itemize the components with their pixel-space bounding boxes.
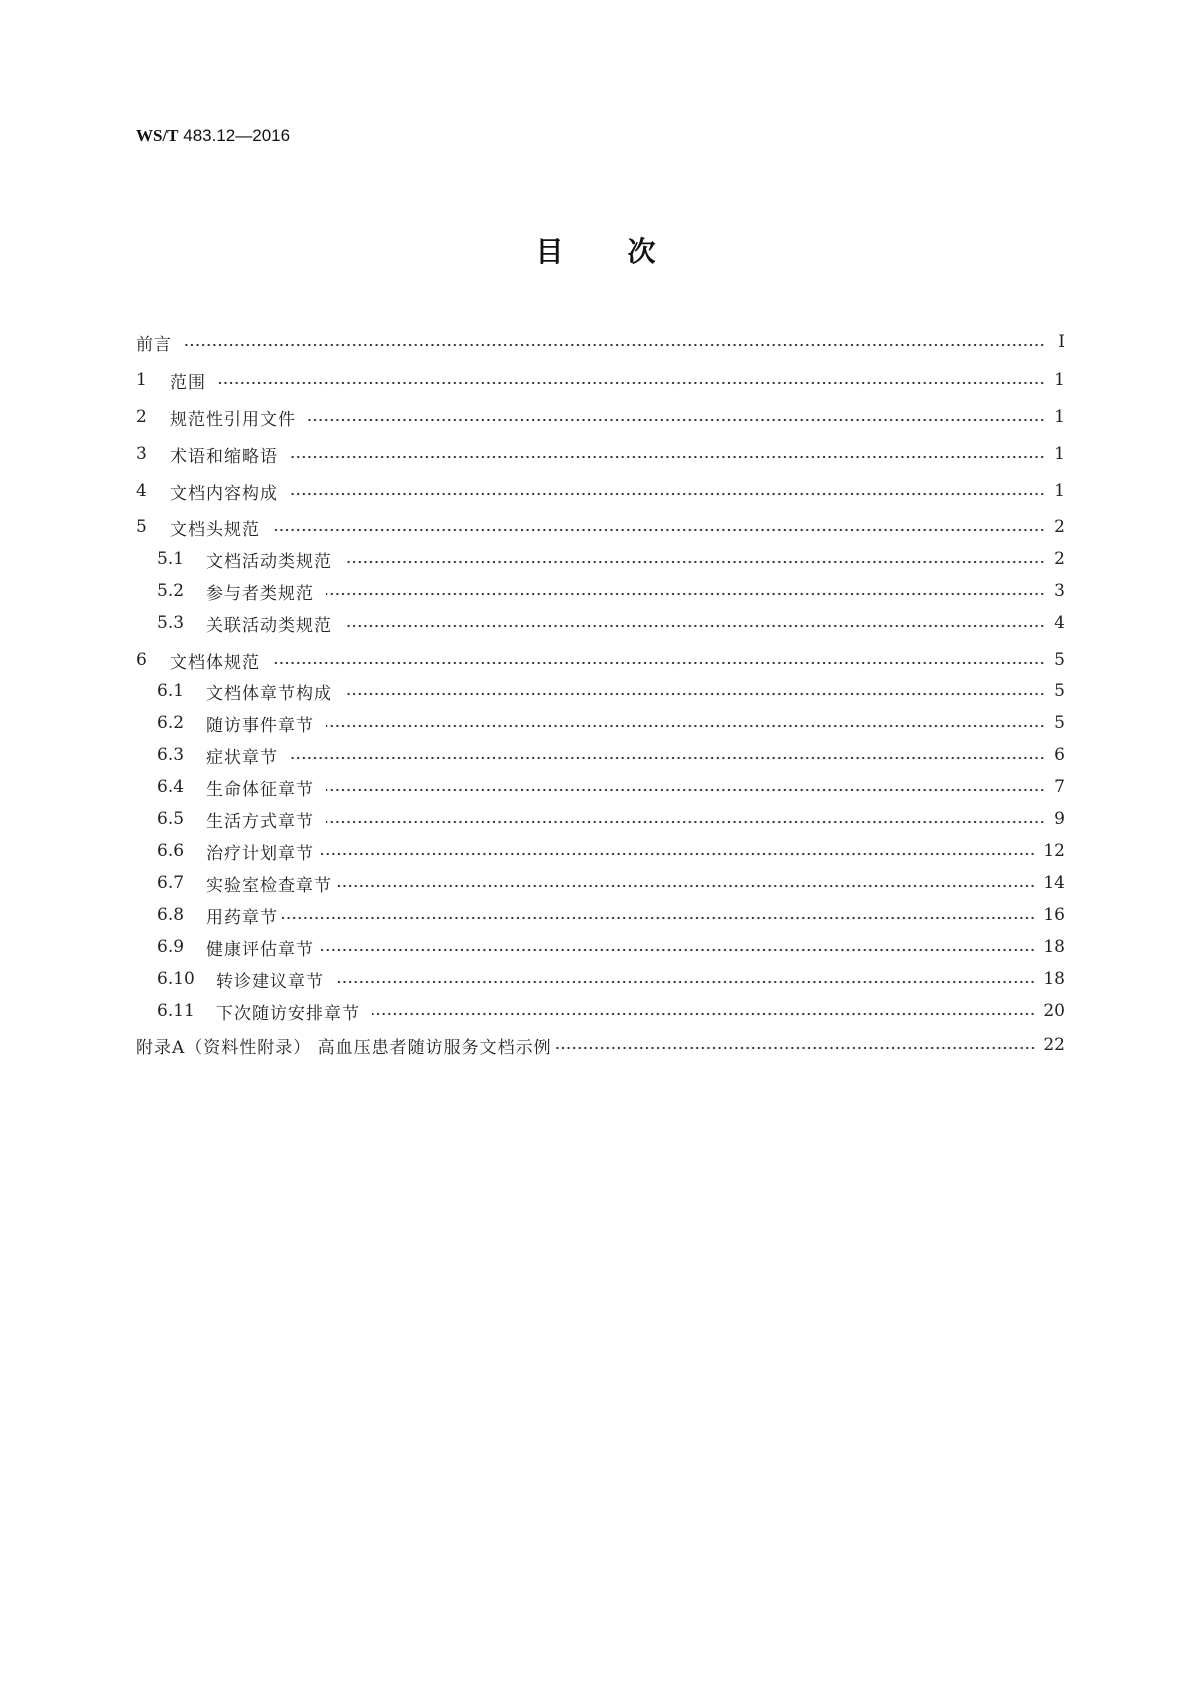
toc-entry[interactable]	[157, 547, 1065, 571]
toc-entry-page: 7	[1054, 777, 1065, 797]
toc-entry-page: 2	[1054, 549, 1065, 569]
toc-entry-number: 6.6	[157, 841, 185, 861]
dot-leader	[290, 455, 1045, 459]
toc-entry-page: 20	[1043, 1001, 1065, 1021]
toc-entry-number: 2	[136, 407, 147, 427]
toc-entry[interactable]	[157, 935, 1065, 959]
toc-entry-label: 范围	[170, 372, 206, 393]
dot-leader	[318, 948, 1035, 952]
toc-entry-label: 关联活动类规范	[206, 615, 332, 636]
toc-entry-number: 5.2	[157, 581, 185, 601]
toc-entry-page: 5	[1054, 650, 1065, 670]
toc-entry-number: 6.3	[157, 745, 185, 765]
toc-entry[interactable]	[136, 368, 1065, 392]
toc-entry[interactable]	[136, 330, 1065, 354]
toc-entry[interactable]	[136, 515, 1065, 539]
toc-entry-label: 生活方式章节	[206, 811, 314, 832]
toc-entry-page: 12	[1043, 841, 1065, 861]
toc-entry-label: 生命体征章节	[206, 779, 314, 800]
toc-entry-label: 文档头规范	[170, 519, 260, 540]
toc-entry-label: 参与者类规范	[206, 583, 314, 604]
toc-entry-number: 5	[136, 517, 147, 537]
dot-leader	[272, 528, 1045, 532]
toc-entry[interactable]	[157, 711, 1065, 735]
toc-entry-page: Ⅰ	[1058, 332, 1065, 352]
dot-leader	[336, 884, 1035, 888]
dot-leader	[326, 788, 1045, 792]
toc-entry-page: 3	[1054, 581, 1065, 601]
toc-entry[interactable]	[157, 839, 1065, 863]
dot-leader	[308, 418, 1045, 422]
dot-leader	[344, 560, 1045, 564]
toc-entry-number: 6.1	[157, 681, 185, 701]
toc-entry-label: 文档体规范	[170, 652, 260, 673]
toc-entry[interactable]	[136, 1033, 1065, 1057]
toc-entry[interactable]	[157, 807, 1065, 831]
toc-entry-label: 术语和缩略语	[170, 446, 278, 467]
toc-entry-number: 5.3	[157, 613, 185, 633]
dot-leader	[318, 852, 1035, 856]
standard-prefix: WS/T	[136, 126, 179, 145]
toc-entry-page: 1	[1054, 444, 1065, 464]
toc-entry-page: 18	[1043, 937, 1065, 957]
toc-entry[interactable]	[136, 648, 1065, 672]
toc-entry[interactable]	[157, 579, 1065, 603]
toc-entry[interactable]	[136, 405, 1065, 429]
toc-entry[interactable]	[157, 967, 1065, 991]
toc-entry-label: 附录A（资料性附录） 高血压患者随访服务文档示例	[136, 1037, 552, 1058]
toc-entry-number: 6.9	[157, 937, 185, 957]
toc-entry-page: 16	[1043, 905, 1065, 925]
toc-entry-page: 2	[1054, 517, 1065, 537]
dot-leader	[218, 381, 1045, 385]
toc-entry-label: 文档活动类规范	[206, 551, 332, 572]
toc-entry-number: 6.11	[157, 1001, 195, 1021]
toc-entry[interactable]	[136, 479, 1065, 503]
toc-entry[interactable]	[157, 775, 1065, 799]
dot-leader	[290, 492, 1045, 496]
dot-leader	[556, 1046, 1036, 1050]
toc-entry-label: 转诊建议章节	[216, 971, 324, 992]
toc-entry-page: 18	[1043, 969, 1065, 989]
toc-entry-label: 实验室检查章节	[206, 875, 332, 896]
toc-entry-page: 9	[1054, 809, 1065, 829]
toc-entry[interactable]	[157, 999, 1065, 1023]
page-title	[0, 230, 1191, 270]
toc-entry[interactable]	[157, 743, 1065, 767]
title-char: 目	[535, 235, 564, 268]
toc-entry[interactable]	[136, 442, 1065, 466]
toc-entry-page: 22	[1043, 1035, 1065, 1055]
toc-entry-page: 1	[1054, 407, 1065, 427]
dot-leader	[282, 916, 1035, 920]
toc-entry-number: 3	[136, 444, 147, 464]
toc-entry-number: 1	[136, 370, 147, 390]
dot-leader	[372, 1012, 1035, 1016]
dot-leader	[336, 980, 1035, 984]
toc-entry-page: 5	[1054, 681, 1065, 701]
standard-code	[136, 126, 290, 146]
toc-entry-number: 6	[136, 650, 147, 670]
standard-number: 483.12—2016	[183, 126, 291, 145]
dot-leader	[290, 756, 1045, 760]
toc-entry[interactable]	[157, 611, 1065, 635]
toc-entry-page: 1	[1054, 481, 1065, 501]
toc-entry-label: 前言	[136, 334, 172, 355]
toc-entry-number: 6.2	[157, 713, 185, 733]
toc-entry-label: 用药章节	[206, 907, 278, 928]
toc-entry-number: 6.4	[157, 777, 185, 797]
toc-entry-page: 1	[1054, 370, 1065, 390]
toc-entry-number: 6.7	[157, 873, 185, 893]
dot-leader	[326, 724, 1045, 728]
toc-entry-number: 6.8	[157, 905, 185, 925]
toc-entry-label: 症状章节	[206, 747, 278, 768]
title-char: 次	[627, 235, 656, 268]
dot-leader	[272, 661, 1045, 665]
toc-entry-number: 6.5	[157, 809, 185, 829]
toc-entry-page: 5	[1054, 713, 1065, 733]
dot-leader	[184, 343, 1045, 347]
dot-leader	[344, 624, 1045, 628]
toc-entry-label: 文档体章节构成	[206, 683, 332, 704]
dot-leader	[326, 592, 1045, 596]
toc-entry-label: 规范性引用文件	[170, 409, 296, 430]
toc-entry-label: 随访事件章节	[206, 715, 314, 736]
toc-entry-page: 14	[1043, 873, 1065, 893]
toc-entry-page: 4	[1054, 613, 1065, 633]
toc-entry-number: 6.10	[157, 969, 195, 989]
toc-entry-number: 4	[136, 481, 147, 501]
toc-entry[interactable]	[157, 871, 1065, 895]
toc-entry-number: 5.1	[157, 549, 185, 569]
dot-leader	[326, 820, 1045, 824]
toc-entry-page: 6	[1054, 745, 1065, 765]
dot-leader	[344, 692, 1045, 696]
toc-entry-label: 治疗计划章节	[206, 843, 314, 864]
toc-entry[interactable]	[157, 903, 1065, 927]
toc-entry-label: 下次随访安排章节	[216, 1003, 360, 1024]
toc-entry-label: 文档内容构成	[170, 483, 278, 504]
toc-entry[interactable]	[157, 679, 1065, 703]
toc-entry-label: 健康评估章节	[206, 939, 314, 960]
